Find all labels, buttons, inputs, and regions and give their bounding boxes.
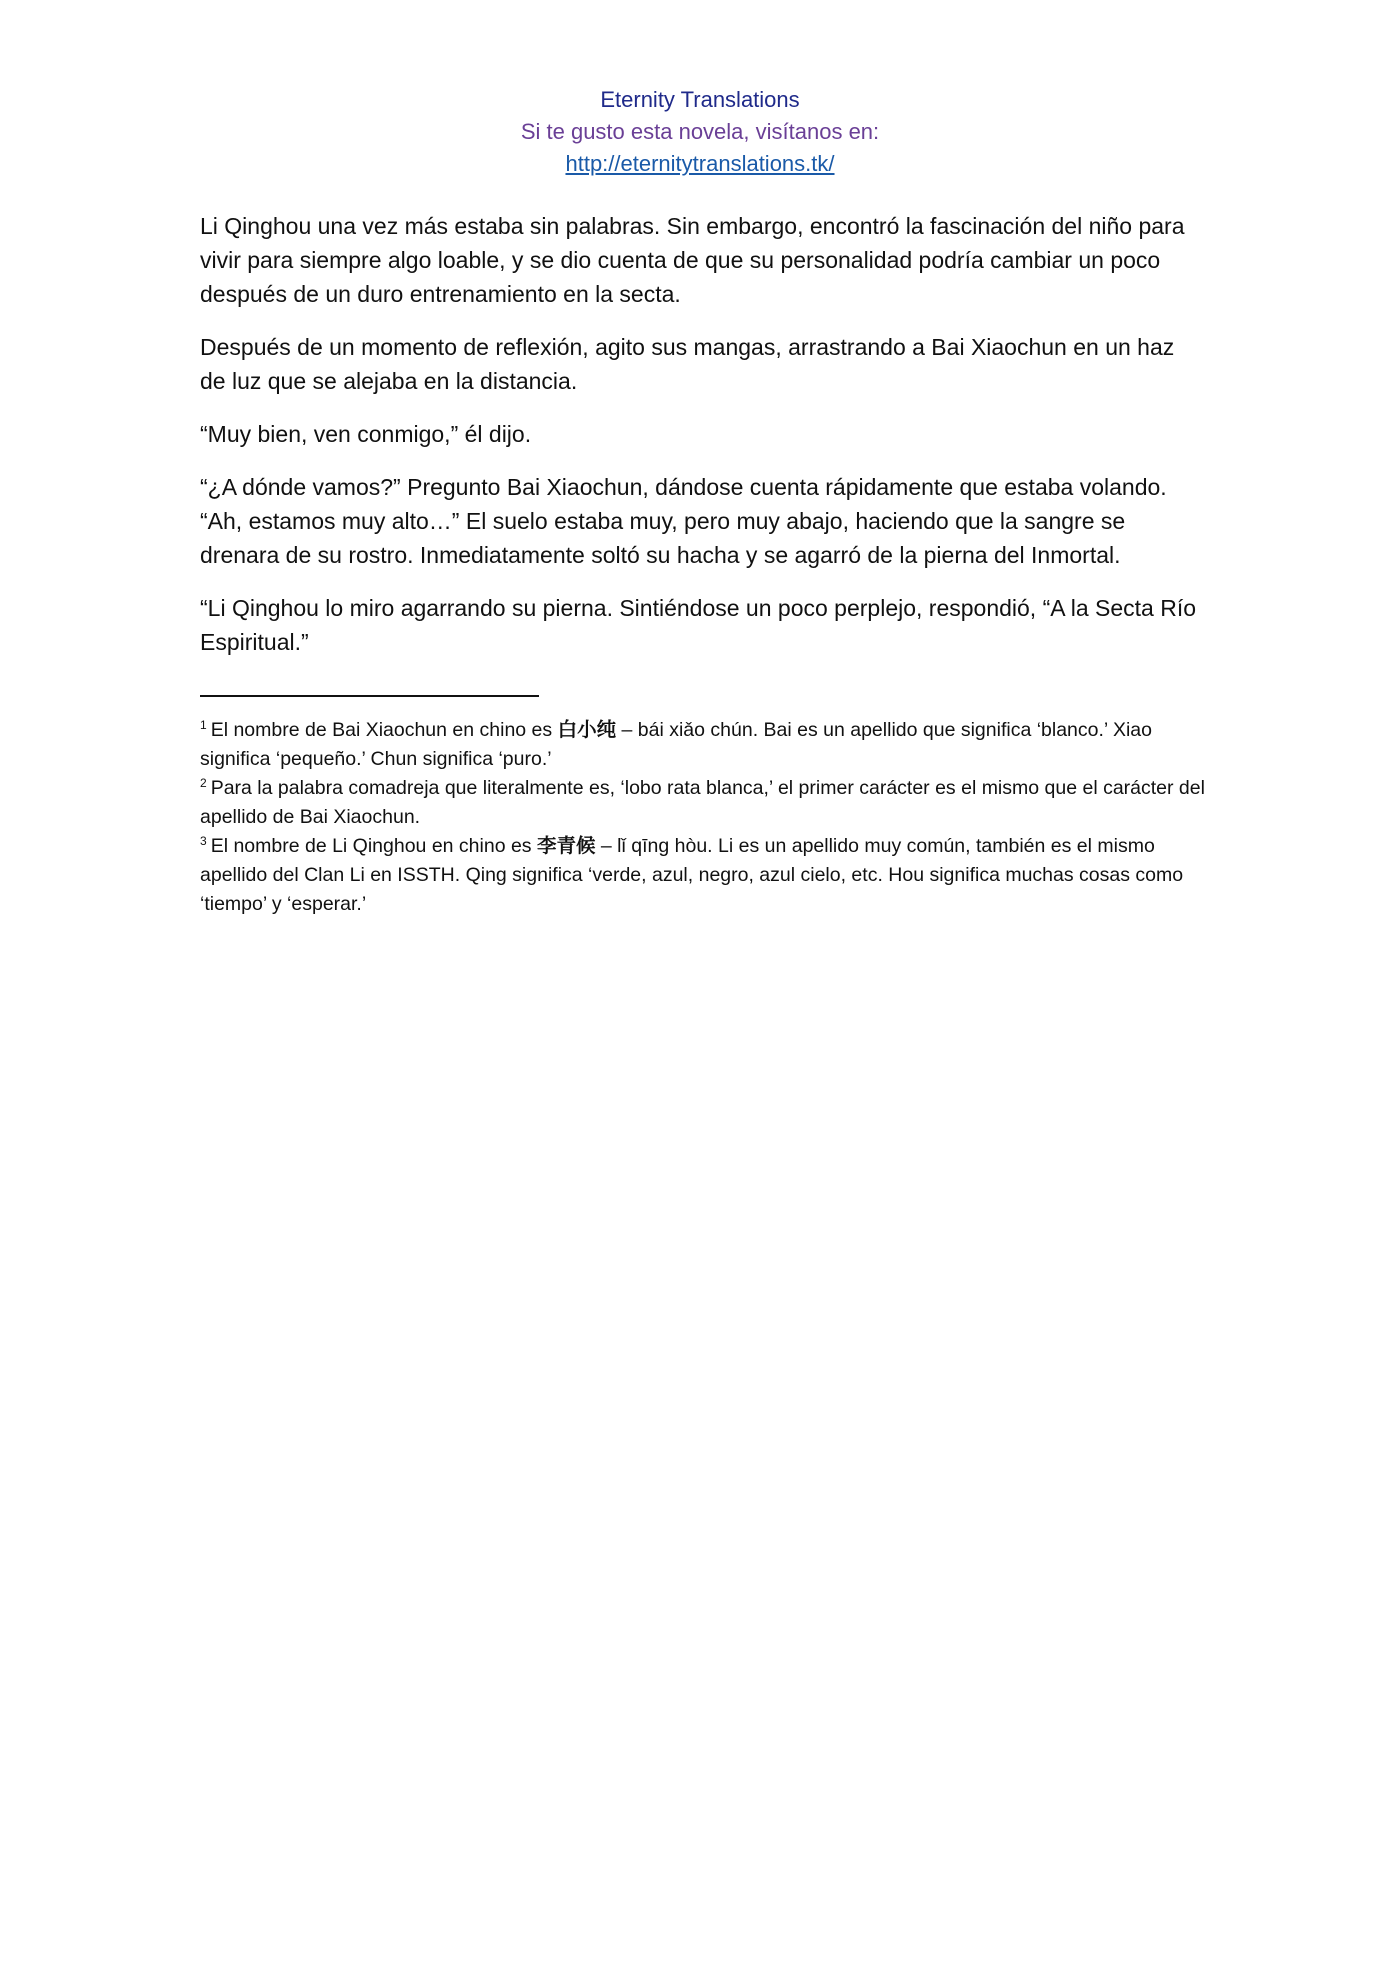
paragraph: Li Qinghou una vez más estaba sin palabras. Sin embargo, encontró la fascinación del niño para vivir para siempre algo loable, y se dio cuenta de que su personalidad podría cambiar un poco después de un duro entrenamiento en la secta.: [200, 213, 1185, 307]
footnote-separator: [200, 695, 539, 697]
page-header: [0, 84, 1400, 180]
chinese-characters: 白小纯: [557, 719, 617, 741]
footnote-text: El nombre de Li Qinghou en chino es: [210, 835, 537, 857]
footnote-text-continued: – bái xiǎo chún. Bai es un apellido que significa ‘blanco.’ Xiao significa ‘pequeño.’ Chun significa ‘puro.’: [200, 719, 1152, 770]
site-name: Eternity Translations: [600, 87, 800, 112]
footnote: [200, 774, 1205, 832]
paragraph: Después de un momento de reflexión, agito sus mangas, arrastrando a Bai Xiaochun en un haz de luz que se alejaba en la distancia.: [200, 334, 1175, 394]
site-link[interactable]: http://eternitytranslations.tk/: [565, 151, 835, 176]
paragraph: “Muy bien, ven conmigo,” él dijo.: [200, 421, 532, 447]
paragraph: “¿A dónde vamos?” Pregunto Bai Xiaochun, dándose cuenta rápidamente que estaba volando. “Ah, estamos muy alto…” El suelo estaba muy, pero muy abajo, haciendo que la sangre se drenara de su rostro. Inmediatamente soltó su hacha y se agarró de la pierna del Inmortal.: [200, 474, 1167, 568]
chinese-characters: 李青候: [536, 835, 596, 857]
footnote-text: El nombre de Bai Xiaochun en chino es: [210, 719, 558, 741]
paragraph: “Li Qinghou lo miro agarrando su pierna. Sintiéndose un poco perplejo, respondió, “A la Secta Río Espiritual.”: [200, 595, 1196, 655]
footnote-number: 3: [200, 834, 207, 848]
footnote-number: 1: [200, 718, 207, 732]
chapter-body: [200, 209, 1205, 678]
footnote: [200, 832, 1205, 919]
footnotes: [200, 716, 1205, 919]
footnote-number: 2: [200, 776, 207, 790]
footnote-text: Para la palabra comadreja que literalmente es, ‘lobo rata blanca,’ el primer carácter es el mismo que el carácter del apellido de Bai Xiaochun.: [200, 777, 1205, 828]
tagline: Si te gusto esta novela, visítanos en:: [520, 119, 880, 144]
footnote-text-continued: – lǐ qīng hòu. Li es un apellido muy común, también es el mismo apellido del Clan Li en ISSTH. Qing significa ‘verde, azul, negro, azul cielo, etc. Hou significa muchas cosas como ‘tiempo’ y ‘esperar.’: [200, 835, 1184, 915]
footnote: [200, 716, 1205, 774]
